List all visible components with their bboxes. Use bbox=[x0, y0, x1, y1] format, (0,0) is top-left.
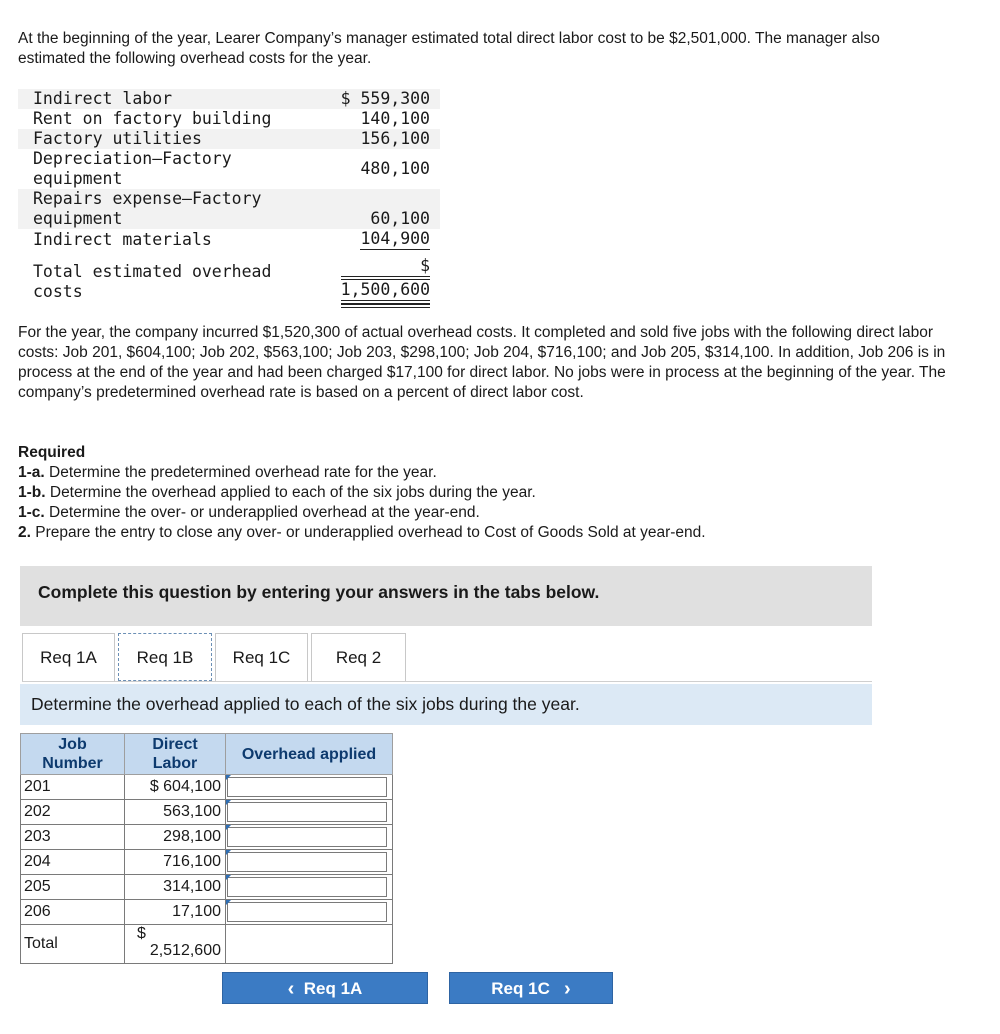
table-row bbox=[21, 825, 393, 850]
overhead-applied-input-201[interactable] bbox=[227, 777, 387, 797]
required-item bbox=[18, 463, 918, 483]
next-req-label: Req 1C bbox=[491, 979, 550, 998]
overhead-applied-cell bbox=[226, 900, 393, 925]
overhead-amount: 156,100 bbox=[323, 129, 440, 149]
job-number: 205 bbox=[21, 875, 125, 900]
overhead-row bbox=[18, 89, 440, 109]
job-header-line1: Job bbox=[58, 736, 87, 753]
job-number: 203 bbox=[21, 825, 125, 850]
job-number: 201 bbox=[21, 775, 125, 800]
overhead-row bbox=[18, 129, 440, 149]
job-number: 202 bbox=[21, 800, 125, 825]
estimated-overhead-table bbox=[18, 89, 440, 308]
requirement-tabs bbox=[22, 633, 409, 681]
overhead-applied-header: Overhead applied bbox=[226, 734, 393, 775]
overhead-applied-total-cell bbox=[226, 925, 393, 964]
complete-question-banner: Complete this question by entering your answers in the tabs below. bbox=[20, 566, 872, 626]
dl-header-line1: Direct bbox=[152, 736, 198, 753]
required-item-text: Prepare the entry to close any over- or underapplied overhead to Cost of Goods Sold at year-end. bbox=[30, 524, 706, 541]
overhead-applied-input-204[interactable] bbox=[227, 852, 387, 872]
table-row bbox=[21, 850, 393, 875]
direct-labor-total-cell bbox=[125, 925, 226, 964]
job-header-line2: Number bbox=[42, 755, 103, 772]
overhead-total-amount-wrap bbox=[341, 256, 430, 308]
overhead-applied-input-202[interactable] bbox=[227, 802, 387, 822]
required-item bbox=[18, 503, 918, 523]
direct-labor-value: 716,100 bbox=[125, 850, 226, 875]
input-marker-icon bbox=[226, 875, 231, 880]
input-marker-icon bbox=[226, 800, 231, 805]
prev-req-button[interactable] bbox=[222, 972, 428, 1004]
table-row bbox=[21, 900, 393, 925]
overhead-label: Rent on factory building bbox=[33, 109, 272, 128]
job-number: 204 bbox=[21, 850, 125, 875]
overhead-amount: 60,100 bbox=[323, 189, 440, 229]
input-marker-icon bbox=[226, 775, 231, 780]
chevron-left-icon: ‹ bbox=[287, 978, 295, 1000]
table-row bbox=[21, 875, 393, 900]
input-marker-icon bbox=[226, 850, 231, 855]
direct-labor-header bbox=[125, 734, 226, 775]
intro-paragraph: At the beginning of the year, Learer Company’s manager estimated total direct labor cost to be $2,501,000. The manager also estimated the following overhead costs for the year. bbox=[18, 30, 880, 67]
overhead-label: Indirect labor bbox=[18, 89, 323, 109]
tab-instruction: Determine the overhead applied to each of the six jobs during the year. bbox=[20, 684, 872, 725]
overhead-row bbox=[18, 149, 440, 189]
overhead-label: Factory utilities bbox=[18, 129, 323, 149]
input-marker-icon bbox=[226, 825, 231, 830]
tab-req-2[interactable]: Req 2 bbox=[311, 633, 406, 681]
problem-paragraph: For the year, the company incurred $1,520,300 of actual overhead costs. It completed and sold five jobs with the following direct labor costs: Job 201, $604,100; Job 202, $563,100; Job 203, $298,100; Job 204, $716,100; and Job 205, $314,100. In addition, Job 206 is in process at the end of the year and had been charged $17,100 for direct labor. No jobs were in process at the beginning of the year. The company’s predetermined overhead rate is based on a percent of direct labor cost. bbox=[18, 324, 946, 401]
required-item-text: Determine the predetermined overhead rate for the year. bbox=[44, 464, 437, 481]
overhead-applied-input-203[interactable] bbox=[227, 827, 387, 847]
overhead-total-label: Total estimated overhead costs bbox=[33, 262, 272, 301]
next-req-button[interactable] bbox=[449, 972, 613, 1004]
overhead-total-cell bbox=[323, 256, 440, 308]
overhead-applied-cell bbox=[226, 800, 393, 825]
required-item bbox=[18, 523, 918, 543]
table-header-row bbox=[21, 734, 393, 775]
overhead-total-row bbox=[18, 256, 440, 308]
dl-header-line2: Labor bbox=[152, 755, 198, 772]
required-item-text: Determine the over- or underapplied overhead at the year-end. bbox=[44, 504, 480, 521]
overhead-amount: $ 559,300 bbox=[323, 89, 440, 109]
required-item bbox=[18, 483, 918, 503]
required-item-number: 2. bbox=[18, 524, 31, 541]
tab-divider bbox=[22, 681, 872, 682]
overhead-applied-table bbox=[20, 733, 393, 964]
overhead-amount-cell bbox=[323, 229, 440, 250]
direct-labor-value: 298,100 bbox=[125, 825, 226, 850]
tab-req-1c[interactable]: Req 1C bbox=[215, 633, 308, 681]
overhead-applied-cell bbox=[226, 850, 393, 875]
chevron-right-icon: › bbox=[564, 978, 571, 1000]
overhead-label: Indirect materials bbox=[33, 229, 212, 249]
job-number-header bbox=[21, 734, 125, 775]
overhead-applied-cell bbox=[226, 825, 393, 850]
overhead-applied-cell bbox=[226, 875, 393, 900]
direct-labor-value: 17,100 bbox=[125, 900, 226, 925]
tab-req-1b[interactable]: Req 1B bbox=[118, 633, 212, 681]
overhead-total-amount: 1,500,600 bbox=[341, 280, 430, 304]
total-label: Total bbox=[21, 925, 125, 964]
overhead-amount: 104,900 bbox=[360, 229, 430, 248]
overhead-total-currency: $ bbox=[341, 256, 430, 280]
direct-labor-value: 563,100 bbox=[125, 800, 226, 825]
overhead-applied-input-206[interactable] bbox=[227, 902, 387, 922]
overhead-label: Depreciation—Factory equipment bbox=[33, 149, 232, 188]
overhead-label: Repairs expense—Factory equipment bbox=[18, 189, 323, 229]
direct-labor-value: $ 604,100 bbox=[125, 775, 226, 800]
total-row bbox=[21, 925, 393, 964]
table-row bbox=[21, 800, 393, 825]
prev-req-label: Req 1A bbox=[303, 979, 363, 998]
required-heading: Required bbox=[18, 444, 86, 461]
overhead-row bbox=[18, 189, 440, 229]
required-item-number: 1-a. bbox=[18, 464, 45, 481]
direct-labor-value: 314,100 bbox=[125, 875, 226, 900]
table-row bbox=[21, 775, 393, 800]
overhead-applied-input-205[interactable] bbox=[227, 877, 387, 897]
job-number: 206 bbox=[21, 900, 125, 925]
overhead-amount: 140,100 bbox=[360, 109, 430, 128]
required-item-number: 1-c. bbox=[18, 504, 45, 521]
overhead-row bbox=[18, 229, 440, 250]
input-marker-icon bbox=[226, 900, 231, 905]
overhead-applied-cell bbox=[226, 775, 393, 800]
required-section bbox=[18, 443, 918, 543]
direct-labor-total-currency: $ bbox=[137, 925, 146, 942]
required-item-number: 1-b. bbox=[18, 484, 46, 501]
required-item-text: Determine the overhead applied to each of the six jobs during the year. bbox=[45, 484, 536, 501]
overhead-amount: 480,100 bbox=[360, 159, 430, 178]
overhead-row bbox=[18, 109, 440, 129]
tab-req-1a[interactable]: Req 1A bbox=[22, 633, 115, 681]
direct-labor-total: 2,512,600 bbox=[149, 942, 221, 959]
